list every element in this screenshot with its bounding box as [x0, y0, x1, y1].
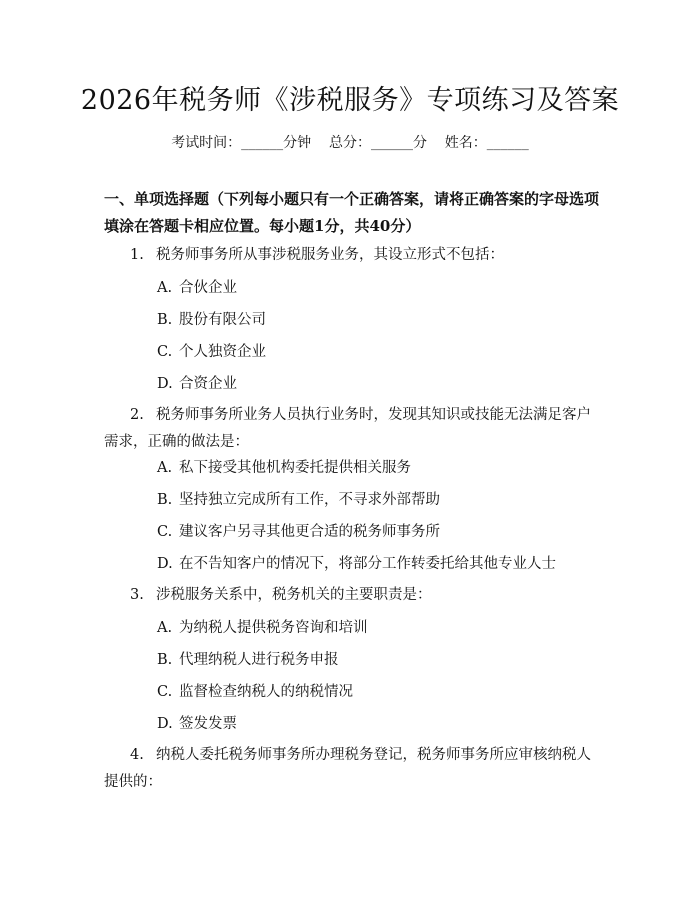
option-text: 签发发票 [179, 716, 237, 732]
question-number: 4. [130, 747, 144, 763]
question-number: 2. [130, 407, 144, 423]
option-letter: C. [157, 684, 173, 700]
option-letter: B. [157, 492, 173, 508]
option-3a [157, 616, 368, 637]
question-4 [104, 742, 604, 796]
option-1d [157, 372, 237, 393]
option-text: 私下接受其他机构委托提供相关服务 [179, 460, 411, 476]
option-letter: D. [157, 556, 173, 572]
document-title: 2026年税务师《涉税服务》专项练习及答案 [80, 85, 620, 116]
question-3 [104, 582, 604, 609]
option-letter: A. [157, 280, 173, 296]
option-letter: A. [157, 460, 173, 476]
option-2a [157, 456, 411, 477]
option-text: 股份有限公司 [179, 312, 266, 328]
option-2b [157, 488, 440, 509]
option-text: 为纳税人提供税务咨询和培训 [179, 620, 368, 636]
exam-info-line: 考试时间：______分钟 总分：______分 姓名：______ [171, 135, 529, 151]
option-text: 合资企业 [179, 376, 237, 392]
option-1c [157, 340, 266, 361]
question-text: 涉税服务关系中，税务机关的主要职责是： [156, 587, 432, 603]
option-text: 坚持独立完成所有工作，不寻求外部帮助 [179, 492, 440, 508]
question-number: 3. [130, 587, 144, 603]
option-text: 建议客户另寻其他更合适的税务师事务所 [179, 524, 440, 540]
question-2 [104, 402, 604, 456]
question-text: 纳税人委托税务师事务所办理税务登记，税务师事务所应审核纳税人提供的： [104, 747, 591, 790]
option-3b [157, 648, 339, 669]
option-text: 在不告知客户的情况下，将部分工作转委托给其他专业人士 [179, 556, 556, 572]
option-letter: B. [157, 652, 173, 668]
option-text: 监督检查纳税人的纳税情况 [179, 684, 353, 700]
option-letter: D. [157, 716, 173, 732]
question-1 [104, 242, 604, 269]
option-text: 合伙企业 [179, 280, 237, 296]
option-3c [157, 680, 353, 701]
option-1a [157, 276, 237, 297]
option-2c [157, 520, 440, 541]
question-number: 1. [130, 247, 144, 263]
option-letter: C. [157, 524, 173, 540]
option-2d [157, 552, 556, 573]
section-heading: 一、单项选择题（下列每小题只有一个正确答案，请将正确答案的字母选项填涂在答题卡相应位置。每小题1分，共40分） [104, 190, 600, 235]
option-3d [157, 712, 237, 733]
option-1b [157, 308, 266, 329]
option-text: 代理纳税人进行税务申报 [179, 652, 339, 668]
option-letter: D. [157, 376, 173, 392]
option-letter: C. [157, 344, 173, 360]
question-text: 税务师事务所业务人员执行业务时，发现其知识或技能无法满足客户需求，正确的做法是： [104, 407, 591, 450]
option-letter: B. [157, 312, 173, 328]
question-text: 税务师事务所从事涉税服务业务，其设立形式不包括： [156, 247, 504, 263]
option-text: 个人独资企业 [179, 344, 266, 360]
option-letter: A. [157, 620, 173, 636]
